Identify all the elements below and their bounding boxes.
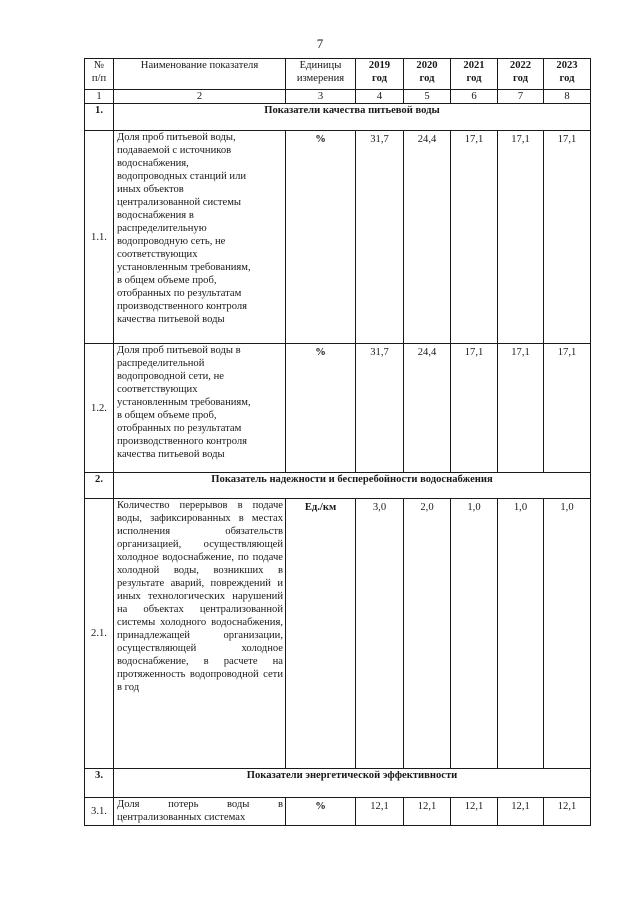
value-2021: 12,1 <box>451 798 498 826</box>
indicator-name: Доля проб питьевой воды, подаваемой с источников водоснабжения, водопроводных станций или иных объектов централизованной системы водоснабжения в распределительную водопроводную сеть, не соответствующих установленным требованиям, в общем объеме проб, отобранных по результатам производственного контроля качества питьевой воды <box>114 131 286 344</box>
value-2021: 1,0 <box>451 499 498 769</box>
col-number: 2 <box>114 90 286 104</box>
indicator-name: Доля проб питьевой воды в распределительной водопроводной сети, не соответствующих установленным требованиям, в общем объеме проб, отобранных по результатам производственного контроля качества питьевой воды <box>114 344 286 473</box>
section-title: Показатель надежности и бесперебойности водоснабжения <box>114 473 591 499</box>
header-year-2023: 2023 год <box>544 59 591 90</box>
table-row <box>85 344 591 473</box>
section-row <box>85 104 591 131</box>
value-2022: 17,1 <box>498 131 544 344</box>
value-2023: 1,0 <box>544 499 591 769</box>
value-2023: 17,1 <box>544 344 591 473</box>
value-2020: 24,4 <box>404 131 451 344</box>
col-number: 7 <box>498 90 544 104</box>
row-number: 3.1. <box>85 798 114 826</box>
header-year-2022: 2022 год <box>498 59 544 90</box>
header-year-2020: 2020 год <box>404 59 451 90</box>
col-number: 3 <box>286 90 356 104</box>
section-number: 1. <box>85 104 114 131</box>
table-row <box>85 798 591 826</box>
indicator-name: Доля потерь воды в централизованных системах <box>114 798 286 826</box>
section-title: Показатели энергетической эффективности <box>114 769 591 798</box>
value-2019: 12,1 <box>356 798 404 826</box>
row-number: 1.1. <box>85 131 114 344</box>
row-number: 2.1. <box>85 499 114 769</box>
value-2022: 1,0 <box>498 499 544 769</box>
page-number: 7 <box>316 36 324 51</box>
section-row <box>85 769 591 798</box>
value-2020: 24,4 <box>404 344 451 473</box>
section-row <box>85 473 591 499</box>
value-2023: 17,1 <box>544 131 591 344</box>
unit-cell: % <box>286 344 356 473</box>
header-year-2021: 2021 год <box>451 59 498 90</box>
col-number: 1 <box>85 90 114 104</box>
section-number: 2. <box>85 473 114 499</box>
indicator-name: Количество перерывов в подаче воды, зафиксированных в местах исполнения обязательств организацией, осуществляющей холодное водоснабжение, по подаче холодной воды, возникших в результате аварий, повреждений и иных технологических нарушений на объектах централизованной системы холодного водоснабжения, принадлежащей организации, осуществляющей холодное водоснабжение, в расчете на протяженность водопроводной сети в год <box>114 499 286 769</box>
value-2023: 12,1 <box>544 798 591 826</box>
row-number: 1.2. <box>85 344 114 473</box>
header-num: № п/п <box>85 59 114 90</box>
unit-cell: Ед./км <box>286 499 356 769</box>
header-year-2019: 2019 год <box>356 59 404 90</box>
col-number: 8 <box>544 90 591 104</box>
value-2022: 12,1 <box>498 798 544 826</box>
value-2019: 31,7 <box>356 344 404 473</box>
value-2020: 12,1 <box>404 798 451 826</box>
header-row <box>85 59 591 90</box>
col-number: 4 <box>356 90 404 104</box>
section-title: Показатели качества питьевой воды <box>114 104 591 131</box>
value-2021: 17,1 <box>451 131 498 344</box>
table-row <box>85 131 591 344</box>
indicators-table <box>84 58 591 826</box>
unit-cell: % <box>286 131 356 344</box>
value-2019: 31,7 <box>356 131 404 344</box>
column-numbers-row <box>85 90 591 104</box>
col-number: 6 <box>451 90 498 104</box>
table-row <box>85 499 591 769</box>
header-unit: Единицы измерения <box>286 59 356 90</box>
value-2022: 17,1 <box>498 344 544 473</box>
section-number: 3. <box>85 769 114 798</box>
value-2019: 3,0 <box>356 499 404 769</box>
value-2021: 17,1 <box>451 344 498 473</box>
unit-cell: % <box>286 798 356 826</box>
value-2020: 2,0 <box>404 499 451 769</box>
header-name: Наименование показателя <box>114 59 286 90</box>
col-number: 5 <box>404 90 451 104</box>
